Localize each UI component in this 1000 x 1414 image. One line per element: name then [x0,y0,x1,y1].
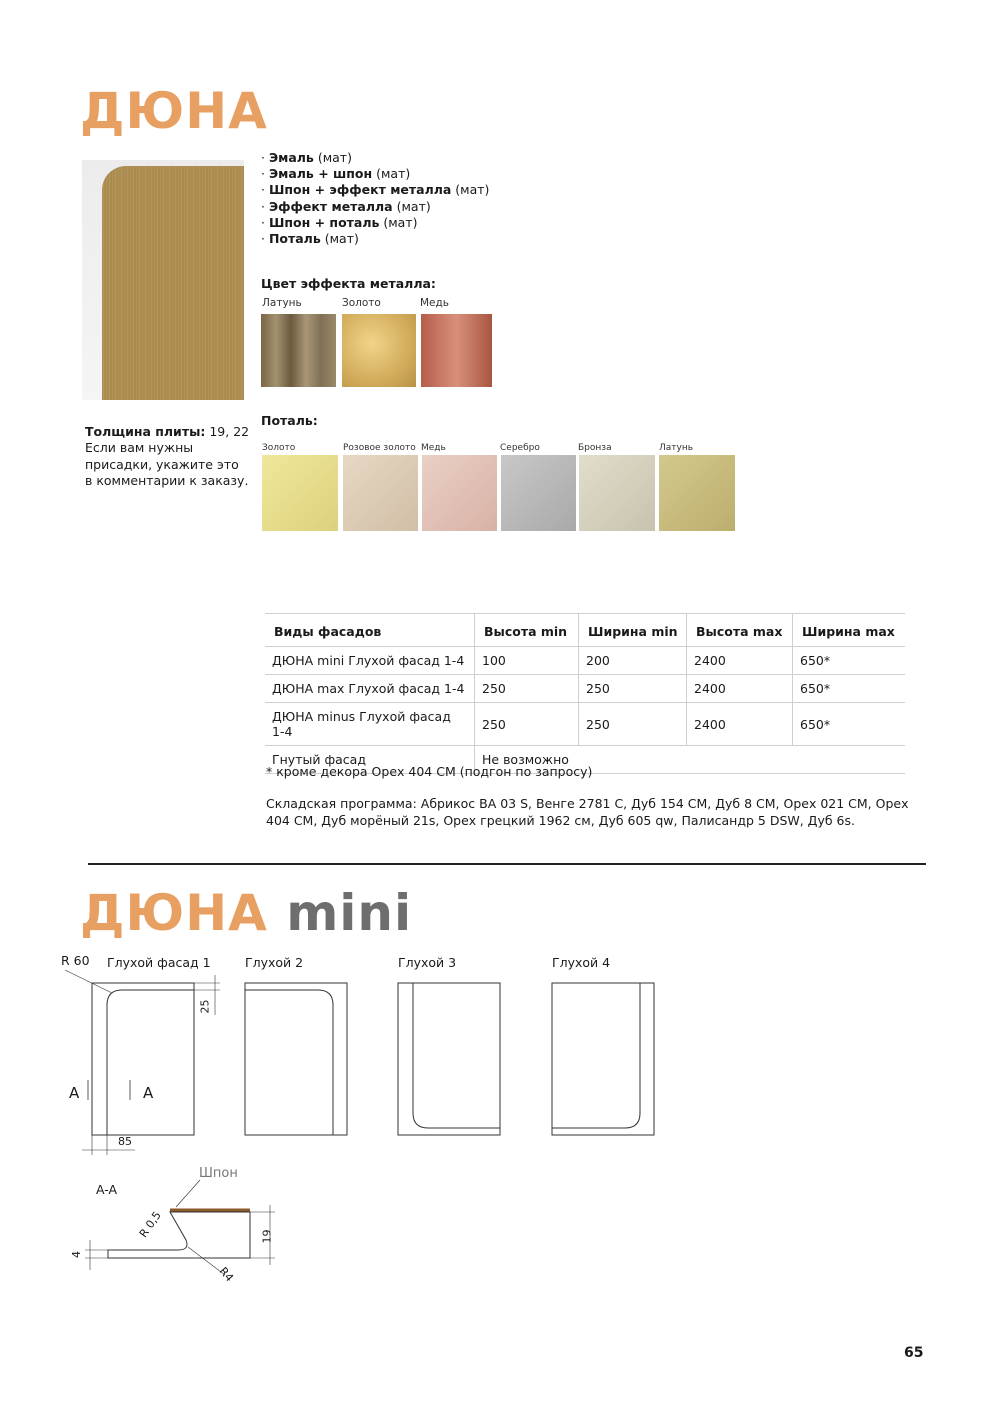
radius-05-label: R 0,5 [136,1209,164,1240]
column-header: Высота max [687,614,793,647]
thickness-comment: Если вам нужны присадки, укажите это в комментарии к заказу. [85,440,249,489]
drawing-label: Глухой 2 [245,955,304,970]
dimension-4: 4 [70,1251,83,1258]
page-number: 65 [904,1345,924,1361]
drawing-label: Глухой фасад 1 [107,955,211,970]
facade-1-groove [107,990,194,1135]
section-marker-right: A [143,1084,154,1102]
finish-option: · Эмаль + шпон (мат) [261,166,411,182]
table-cell: 2400 [687,675,793,703]
table-cell: 250 [475,703,579,746]
finish-option: · Шпон + эффект металла (мат) [261,182,490,198]
metal-effect-heading: Цвет эффекта металла: [261,276,436,291]
page-title: ДЮНА [80,82,268,140]
table-cell: 2400 [687,647,793,675]
column-header: Ширина max [793,614,906,647]
potal-swatch-label: Медь [421,443,446,453]
section-marker-left: A [69,1084,80,1102]
table-cell: Не возможно [475,746,906,774]
dimension-19: 19 [260,1229,274,1244]
table-cell: 650* [793,703,906,746]
table-cell: 2400 [687,703,793,746]
table-cell: ДЮНА minus Глухой фасад 1-4 [265,703,475,746]
thickness-label: Толщина плиты: [85,424,206,439]
dimension-85: 85 [118,1135,132,1148]
radius-4-label: R4 [216,1264,237,1285]
table-cell: 100 [475,647,579,675]
footnote: * кроме декора Орех 404 СМ (подгон по запросу) [266,764,593,779]
table-cell: ДЮНА mini Глухой фасад 1-4 [265,647,475,675]
section-title-aa: A-A [96,1182,118,1197]
section-title-suffix: mini [286,884,413,942]
column-header: Ширина min [579,614,687,647]
cross-section-profile [108,1212,250,1258]
table-cell: 650* [793,675,906,703]
finish-option: · Эффект металла (мат) [261,198,431,214]
table-cell: ДЮНА max Глухой фасад 1-4 [265,675,475,703]
facade-3-groove [413,983,500,1128]
radius-label: R 60 [61,953,90,968]
potal-swatch-label: Розовое золото [343,443,416,453]
table-cell: 250 [579,703,687,746]
veneer-label: Шпон [199,1166,238,1181]
table-cell: 650* [793,647,906,675]
metal-swatch-label: Латунь [262,297,302,309]
potal-swatch-label: Бронза [578,443,612,453]
thickness-value: 19, 22 [205,424,250,439]
facade-2-groove [245,990,333,1135]
metal-swatch-label: Золото [342,297,381,309]
table-cell: Гнутый фасад [265,746,475,774]
drawing-label: Глухой 4 [552,955,611,970]
finish-option: · Эмаль (мат) [261,150,352,165]
dimension-25: 25 [198,999,212,1014]
potal-swatch-label: Латунь [659,443,694,453]
potal-heading: Поталь: [261,413,318,428]
finish-option: · Шпон + поталь (мат) [261,214,418,230]
metal-swatch-label: Медь [420,297,449,309]
potal-swatch-label: Серебро [500,443,540,453]
section-title-main: ДЮНА [80,884,268,942]
finish-option: · Поталь (мат) [261,231,359,247]
table-cell: 250 [475,675,579,703]
drawing-label: Глухой 3 [398,955,457,970]
column-header: Виды фасадов [265,614,475,647]
column-header: Высота min [475,614,579,647]
facade-4-groove [552,983,640,1128]
table-cell: 250 [579,675,687,703]
stock-program: Складская программа: Абрикос ВА 03 S, Венге 2781 С, Дуб 154 СМ, Дуб 8 СМ, Орех 021 СМ, Орех 404 СМ, Дуб морёный 21s, Орех грецкий 1962 см, Дуб 605 qw, Палисандр 5 DSW, Дуб 6s. [266,796,909,828]
table-cell: 200 [579,647,687,675]
potal-swatch-label: Золото [262,443,296,453]
